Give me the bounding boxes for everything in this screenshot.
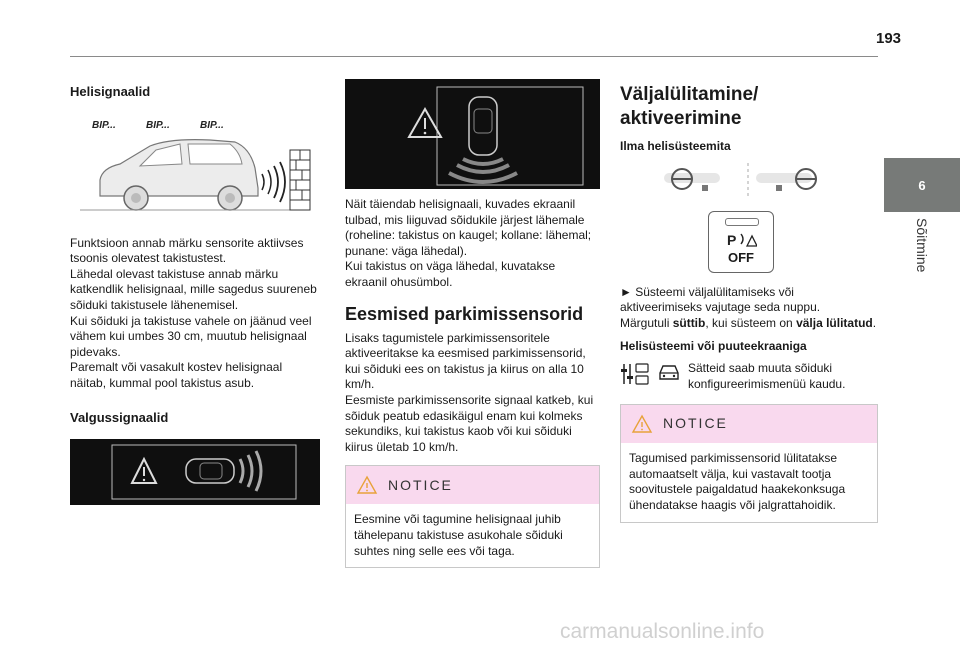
settings-sliders-icon xyxy=(620,361,650,387)
park-off-button[interactable] xyxy=(708,211,774,273)
instruction-bold-on: süttib xyxy=(672,315,706,330)
warning-triangle-icon xyxy=(631,414,653,434)
instruction-text: , kui süsteem on xyxy=(705,315,797,330)
park-sensor-icon xyxy=(727,230,757,248)
header-rule xyxy=(70,56,878,57)
settings-text: Sätteid saab muuta sõiduki konfigureerimismenüü kaudu. xyxy=(688,360,846,391)
parking-screen-illustration xyxy=(345,79,600,189)
notice-title: NOTICE xyxy=(663,415,728,432)
chapter-label: Sõitmine xyxy=(914,218,930,273)
column-right xyxy=(620,83,878,523)
instruction-indicator xyxy=(620,316,878,332)
caption-light-signals: Näit täiendab helisignaali, kuvades ekraanil tulbad, mis liiguvad sõidukile järjest lähemale (roheline: takistus on kaugel; kollane: lähemal; punane: väga lähedal). Kui takistus on väga lähedal, kuvatakse ekraanil ohusümbol. xyxy=(345,197,592,289)
car-sensor-illustration xyxy=(70,108,320,218)
column-left xyxy=(70,84,320,505)
paragraph-front-sensors: Lisaks tagumistele parkimissensoritele aktiveeritakse ka eesmised parkimissensorid, kui sõiduki ees on takistus ja kiirus on alla 10 km/h. Eesmiste parkimissensorite signaal katkeb, kui sõiduk peatub edasikäigul enam kui kolmeks sekundiks, kui takistus kaob või kui sõiduki kiirus ületab 10 km/h. xyxy=(345,330,594,454)
svg-text:P: P xyxy=(727,231,737,248)
beep-label-3: BIP... xyxy=(200,119,224,131)
heading-front-sensors: Eesmised parkimissensorid xyxy=(345,303,584,324)
heading-deactivation: Väljalülitamine/ aktiveerimine xyxy=(620,84,759,129)
instruction-toggle: ► Süsteemi väljalülitamiseks või aktiveerimiseks vajutage seda nuppu. xyxy=(620,284,821,315)
instruction-bold-off: välja lülitatud xyxy=(796,315,873,330)
beep-label-2: BIP... xyxy=(146,119,170,131)
notice-title: NOTICE xyxy=(388,476,453,493)
wall-icon xyxy=(290,150,310,210)
notice-header xyxy=(346,466,599,504)
heading-sound-signals: Helisignaalid xyxy=(70,84,151,99)
notice-text: Tagumised parkimissensorid lülitatakse automaatselt välja, kui vastavalt tootja soovitustele paigaldatud haakekonksuga ühendatakse haagis või jalgrattahoidik. xyxy=(629,451,846,512)
paragraph-sound-signals: Funktsioon annab märku sensorite aktiivses tsoonis olevatest takistustest. Lähedal olevast takistuse annab märku katkendlik helisignaal, mille sagedus suureneb sõiduki takistusele lähenemisel. Kui sõiduki ja takistuse vahele on jäänud veel vähem kui umbes 30 cm, muutub helisignaal pidevaks. Paremalt või vasakult kostev helisignaal näitab, kummal pool takistus asub. xyxy=(70,235,317,390)
settings-row xyxy=(620,361,878,392)
beep-label-1: BIP... xyxy=(92,119,116,131)
column-middle xyxy=(345,79,600,568)
subheading-no-audio: Ilma helisüsteemita xyxy=(620,139,731,153)
chapter-tab[interactable]: 6 xyxy=(884,158,960,212)
notice-box-right xyxy=(620,404,878,522)
instruction-text: . xyxy=(872,315,877,330)
page-number: 193 xyxy=(876,30,902,47)
subheading-with-audio: Helisüsteemi või puuteekraaniga xyxy=(620,339,807,354)
watermark: carmanualsonline.info xyxy=(560,620,765,643)
car-front-icon xyxy=(656,361,682,385)
steering-wheel-illustration xyxy=(620,161,878,201)
off-label: OFF xyxy=(728,249,754,265)
notice-text: Eesmine või tagumine helisignaal juhib tähelepanu takistuse asukohale sõiduki suhtes ning selle ees või taga. xyxy=(354,512,563,558)
light-signal-screen-illustration xyxy=(70,439,320,505)
notice-box-middle xyxy=(345,465,600,568)
notice-header xyxy=(621,405,877,443)
heading-light-signals: Valgussignaalid xyxy=(70,409,169,425)
instruction-text: Märgutuli xyxy=(620,315,673,330)
warning-triangle-icon xyxy=(356,475,378,495)
